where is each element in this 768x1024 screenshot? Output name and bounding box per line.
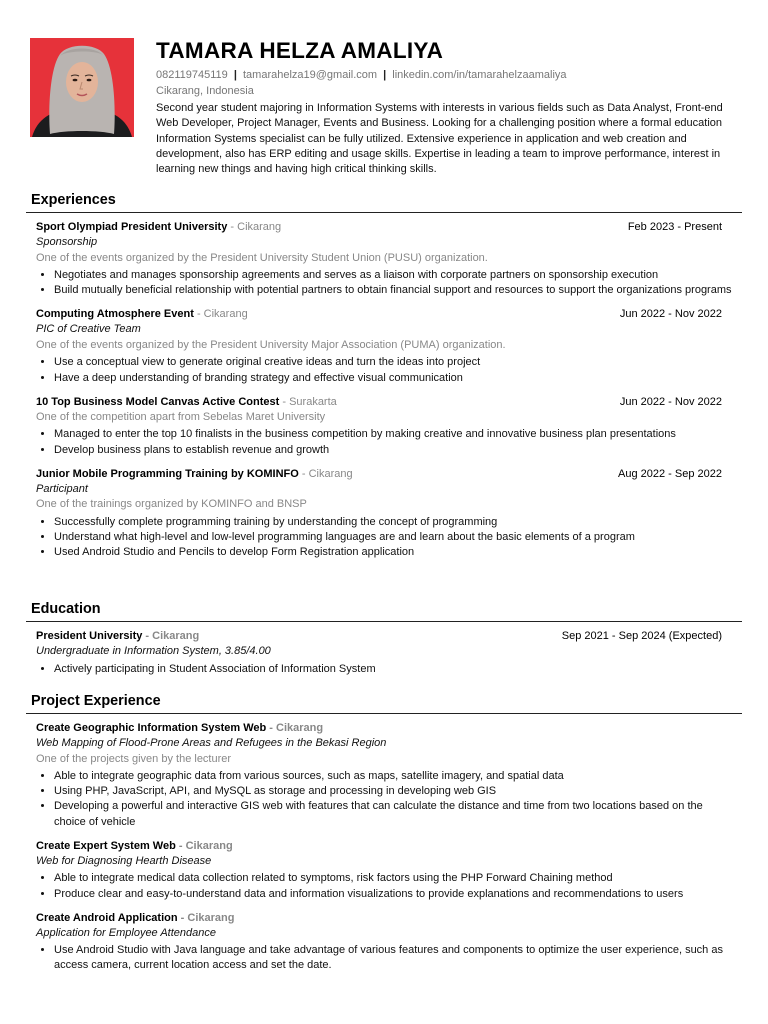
entry-title: Computing Atmosphere Event [36, 308, 194, 321]
phone-number: 082119745119 [156, 69, 228, 81]
list-item: • Build mutually beneficial relationship with potential partners to obtain financial support and resources to support the organizations programs [54, 283, 732, 298]
list-item: • Negotiates and manages sponsorship agreements and serves as a liaison with corporate partners on sponsorship execution [54, 268, 732, 283]
entry-location: Cikarang [308, 467, 353, 480]
contact-separator: | [383, 69, 387, 81]
entry-dash: - [227, 221, 238, 233]
contact-line [156, 68, 740, 82]
list-item: • Have a deep understanding of branding strategy and effective visual communication [54, 371, 732, 386]
project-entry [26, 839, 742, 902]
entry-dash: - [175, 839, 186, 852]
candidate-location: Cikarang, Indonesia [156, 85, 254, 97]
entry-date: Aug 2022 - Sep 2022 [618, 467, 722, 480]
entry-title: Create Geographic Information System Web [36, 722, 267, 734]
list-item: • Produce clear and easy-to-understand data and information visualizations to provide explanations and recommendations to users [54, 887, 732, 902]
entry-bullets [36, 427, 732, 457]
list-item: • Successfully complete programming training by understanding the concept of programming [54, 515, 732, 530]
list-item: • Able to integrate geographic data from various sources, such as maps, satellite imagery, and spatial data [54, 769, 732, 784]
list-item: • Use Android Studio with Java language and take advantage of various features and components to optimize the user experience, such as access camera, current location access and set the date. [54, 943, 732, 973]
list-item: • Managed to enter the top 10 finalists in the business competition by making creative and innovative business plan presentations [54, 427, 732, 442]
profile-photo [30, 38, 134, 137]
entry-title: President University [36, 630, 143, 642]
experience-entry [26, 220, 742, 298]
list-item: • Use a conceptual view to generate original creative ideas and turn the ideas into project [54, 355, 732, 370]
list-item: • Actively participating in Student Association of Information System [54, 662, 732, 677]
entry-title: Create Expert System Web [36, 839, 176, 852]
experiences-section [26, 191, 742, 560]
list-item: • Able to integrate medical data collection related to symptoms, risk factors using the PHP Forward Chaining method [54, 871, 732, 886]
entry-dash: - [193, 308, 204, 321]
entry-date: Jun 2022 - Nov 2022 [619, 308, 722, 321]
entry-dash: - [177, 911, 188, 924]
entry-bullets [36, 268, 732, 298]
project-entry [26, 721, 742, 830]
entry-location: Surakarta [289, 395, 337, 408]
entry-date: Sep 2021 - Sep 2024 (Expected) [561, 630, 722, 642]
candidate-name: TAMARA HELZA AMALIYA [156, 38, 444, 63]
projects-section [26, 692, 742, 974]
experience-entry [26, 395, 742, 458]
entry-location: Cikarang [276, 722, 324, 734]
education-entry [26, 629, 742, 677]
entry-bullets [36, 871, 732, 901]
profile-summary: Second year student majoring in Information Systems with interests in various fields such as Data Analyst, Front-end Web Developer, Project Manager, Events and Business. Looking for a challenging position where a formal education Information Systems specialist can be fully utilized. Extensive experience in application and web creation and development, also has ERP editing and usage skills. Expertise in leading a team to improve performance, interest in learning new things and having high critical thinking skills. [156, 102, 723, 176]
experience-entry [26, 307, 742, 385]
entry-description: One of the projects given by the lecturer [36, 752, 232, 765]
list-item: • Used Android Studio and Pencils to develop Form Registration application [54, 545, 732, 560]
entry-location: Cikarang [203, 308, 248, 321]
entry-description: One of the events organized by the President University Major Association (PUMA) organization. [36, 338, 506, 351]
entry-role: PIC of Creative Team [36, 323, 141, 336]
entry-location: Cikarang [237, 221, 282, 233]
entry-dash: - [266, 722, 277, 734]
entry-role: Application for Employee Attendance [36, 926, 216, 939]
entry-role: Undergraduate in Information System, 3.85/4.00 [36, 645, 271, 657]
linkedin-link[interactable]: linkedin.com/in/tamarahelzaamaliya [392, 69, 567, 81]
entry-date: Feb 2023 - Present [627, 221, 722, 233]
list-item: • Using PHP, JavaScript, API, and MySQL as storage and processing in developing web GIS [54, 784, 732, 799]
entry-location: Cikarang [185, 839, 233, 852]
list-item: • Understand what high-level and low-level programming languages are and learn about the basic elements of a program [54, 530, 732, 545]
entry-date: Jun 2022 - Nov 2022 [619, 395, 722, 408]
section-title: Education [26, 600, 742, 622]
entry-bullets [36, 355, 732, 385]
list-item: • Develop business plans to establish revenue and growth [54, 443, 732, 458]
entry-description: One of the events organized by the President University Student Union (PUSU) organization. [36, 251, 488, 264]
entry-role: Participant [36, 482, 88, 495]
entry-role: Web Mapping of Flood-Prone Areas and Refugees in the Bekasi Region [36, 737, 387, 749]
entry-location: Cikarang [187, 911, 235, 924]
entry-dash: - [279, 395, 290, 408]
entry-description: One of the competition apart from Sebelas Maret University [36, 410, 326, 423]
section-title: Project Experience [26, 692, 742, 714]
email-link[interactable]: tamarahelza19@gmail.com [242, 69, 378, 81]
entry-title: Junior Mobile Programming Training by KOMINFO [36, 467, 299, 480]
entry-bullets [36, 515, 732, 561]
entry-bullets [36, 769, 732, 830]
entry-dash: - [142, 630, 153, 642]
entry-title: Create Android Application [36, 911, 178, 924]
section-title: Experiences [26, 191, 742, 213]
project-entry [26, 911, 742, 974]
entry-title: 10 Top Business Model Canvas Active Contest [36, 395, 280, 408]
entry-dash: - [298, 467, 309, 480]
entry-bullets [36, 662, 732, 677]
experience-entry [26, 467, 742, 561]
entry-location: Cikarang [152, 630, 200, 642]
entry-title: Sport Olympiad President University [36, 221, 228, 233]
entry-role: Sponsorship [36, 236, 98, 248]
header-text [156, 38, 740, 177]
education-section [26, 600, 742, 677]
entry-role: Web for Diagnosing Hearth Disease [36, 854, 212, 867]
entry-description: One of the trainings organized by KOMINFO and BNSP [36, 498, 307, 511]
entry-bullets [36, 943, 732, 973]
contact-separator: | [233, 69, 237, 81]
list-item: • Developing a powerful and interactive GIS web with features that can calculate the distance and time from two locations based on the choice of vehicle [54, 799, 732, 829]
